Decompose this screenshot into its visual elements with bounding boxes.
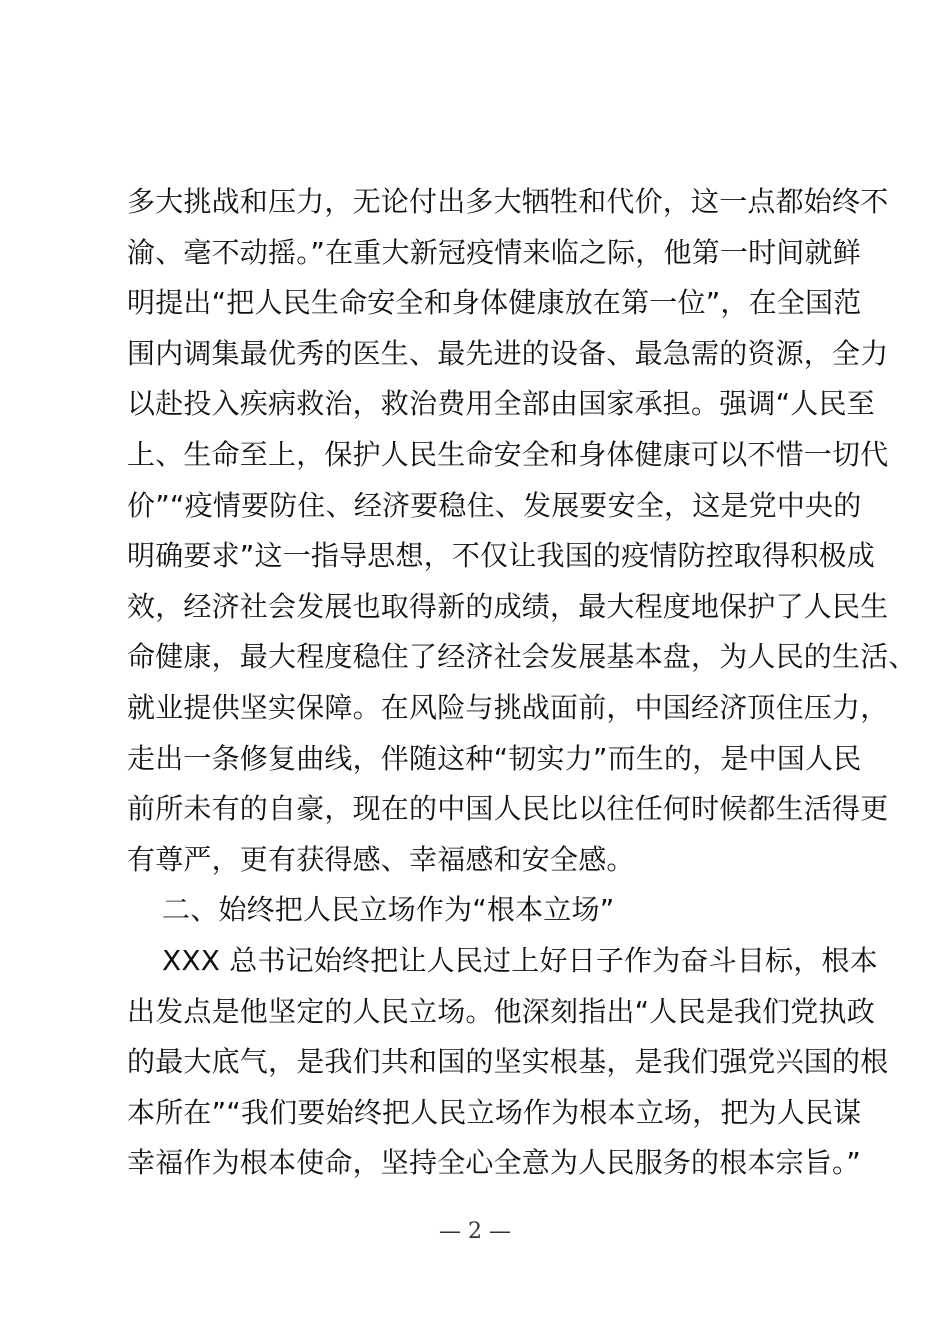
text-line: 本所在”“我们要始终把人民立场作为根本立场，把为人民谋 — [127, 1095, 862, 1129]
text-line: 走出一条修复曲线，伴随这种“韧实力”而生的，是中国人民 — [127, 741, 862, 775]
text-line: 幸福作为根本使命，坚持全心全意为人民服务的根本宗旨。” — [127, 1146, 861, 1180]
text-line: 以赴投入疾病救治，救治费用全部由国家承担。强调“人民至 — [127, 387, 875, 421]
text-line: 就业提供坚实保障。在风险与挑战面前，中国经济顶住压力， — [127, 690, 889, 724]
text-line: 上、生命至上，保护人民生命安全和身体健康可以不惜一切代 — [127, 437, 889, 471]
text-line: 前所未有的自豪，现在的中国人民比以往任何时候都生活得更 — [127, 792, 889, 826]
text-line: 命健康，最大程度稳住了经济社会发展基本盘，为人民的生活、 — [127, 640, 917, 674]
text-line: 明确要求”这一指导思想，不仅让我国的疫情防控取得积极成 — [127, 539, 875, 573]
text-line: 价”“疫情要防住、经济要稳住、发展要安全，这是党中央的 — [127, 488, 862, 522]
text-line: 效，经济社会发展也取得新的成绩，最大程度地保护了人民生 — [127, 589, 889, 623]
text-line: 围内调集最优秀的医生、最先进的设备、最急需的资源，全力 — [127, 336, 889, 370]
text-line: 的最大底气，是我们共和国的坚实根基，是我们强党兴国的根 — [127, 1045, 889, 1079]
body-text — [127, 177, 917, 1189]
text-line: XXX 总书记始终把让人民过上好日子作为奋斗目标，根本 — [162, 943, 878, 977]
text-line: 多大挑战和压力，无论付出多大牺牲和代价，这一点都始终不 — [127, 185, 889, 218]
text-line: 出发点是他坚定的人民立场。他深刻指出“人民是我们党执政 — [127, 994, 875, 1028]
page-number: — 2 — — [439, 1219, 511, 1244]
section-heading: 二、始终把人民立场作为“根本立场” — [162, 893, 615, 927]
text-line: 渝、毫不动摇。”在重大新冠疫情来临之际，他第一时间就鲜 — [127, 235, 861, 269]
text-line: 明提出“把人民生命安全和身体健康放在第一位”，在全国范 — [127, 286, 862, 320]
text-line: 有尊严，更有获得感、幸福感和安全感。 — [127, 842, 635, 876]
